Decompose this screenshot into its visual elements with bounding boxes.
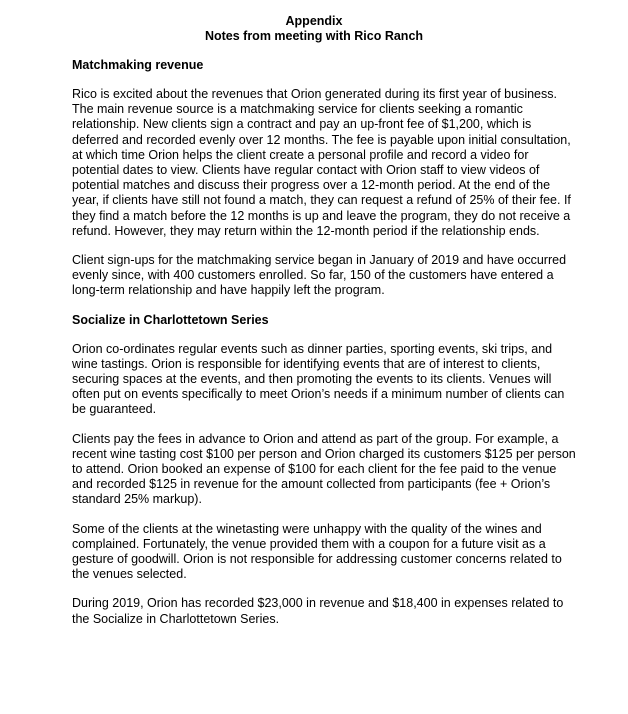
section-heading-matchmaking: Matchmaking revenue — [72, 58, 204, 72]
socialize-paragraph-4: During 2019, Orion has recorded $23,000 in revenue and $18,400 in expenses related to the Socialize in Charlottetown Series. — [72, 596, 564, 626]
socialize-paragraph-3: Some of the clients at the winetasting were unhappy with the quality of the wines and complained. Fortunately, the venue provided them with a coupon for a future visit as a gesture of goodwill. Orion is not responsible for addressing customer concerns related to the venues selected. — [72, 521, 562, 582]
socialize-paragraph-2: Clients pay the fees in advance to Orion and attend as part of the group. For example, a recent wine tasting cost $100 per person and Orion charged its customers $125 per person to attend. Orion booked an expense of $100 for each client for the fee paid to the venue and recorded $125 in revenue for the amount collected from participants (fee + Orion’s standard 25% markup). — [72, 431, 576, 507]
document-subtitle: Notes from meeting with Rico Ranch — [204, 29, 424, 43]
document-title-block — [52, 14, 576, 44]
appendix-title: Appendix — [285, 14, 343, 28]
socialize-paragraph-1: Orion co-ordinates regular events such as dinner parties, sporting events, ski trips, and wine tastings. Orion is responsible for identifying events that are of interest to clients, securing spaces at the events, and then promoting the events to its clients. Venues will often put on events specifically to meet Orion’s needs if a minimum number of clients can be guaranteed. — [72, 341, 565, 417]
matchmaking-paragraph-1: Rico is excited about the revenues that Orion generated during its first year of business. The main revenue source is a matchmaking service for clients seeking a romantic relationship. New clients sign a contract and pay an up-front fee of $1,200, which is deferred and recorded evenly over 12 months. The fee is payable upon initial consultation, at which time Orion helps the client create a personal profile and record a video for potential dates to view. Clients have regular contact with Orion staff to view videos of potential matches and discuss their progress over a 12-month period. At the end of the year, if clients have still not found a match, they can request a refund of 25% of their fee. If they find a match before the 12 months is up and leave the program, they do not receive a refund. However, they may return within the 12-month period if the relationship ends. — [72, 87, 571, 238]
section-heading-socialize: Socialize in Charlottetown Series — [72, 312, 269, 327]
matchmaking-paragraph-2: Client sign-ups for the matchmaking service began in January of 2019 and have occurred evenly since, with 400 customers enrolled. So far, 150 of the customers have entered a long-term relationship and have happily left the program. — [72, 253, 567, 298]
